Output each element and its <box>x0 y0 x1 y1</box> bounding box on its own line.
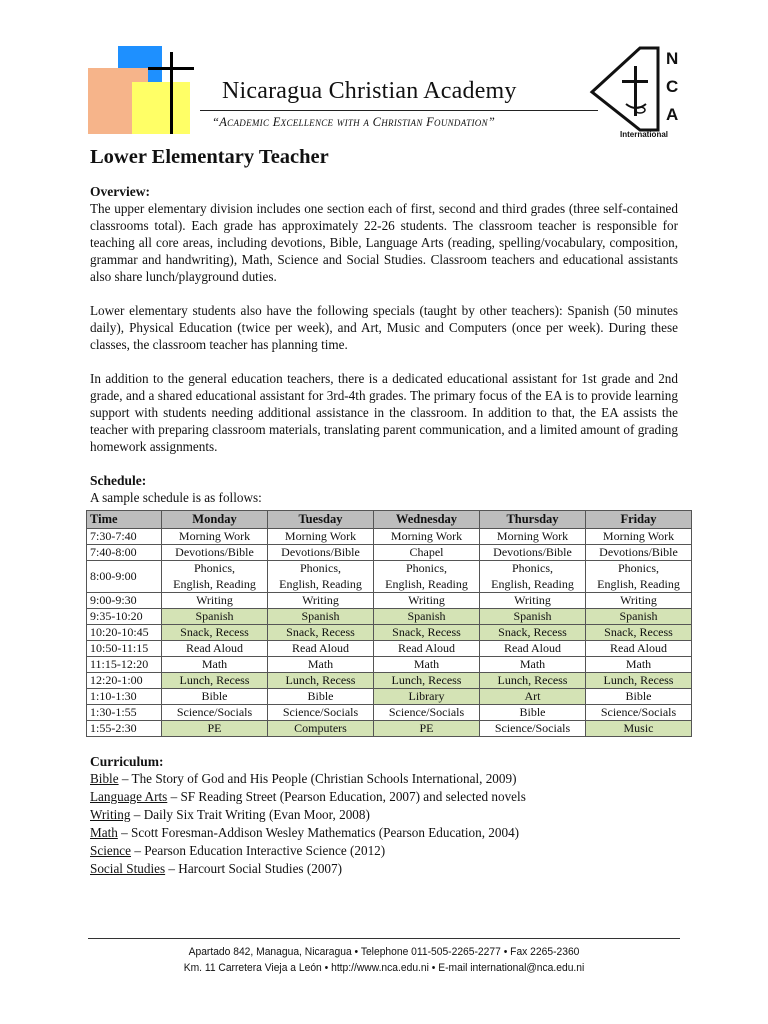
schedule-cell: Phonics, English, Reading <box>374 561 480 593</box>
table-row <box>87 529 692 545</box>
schedule-cell: Science/Socials <box>586 705 692 721</box>
time-cell: 12:20-1:00 <box>87 673 162 689</box>
time-cell: 11:15-12:20 <box>87 657 162 673</box>
schedule-cell: Phonics, English, Reading <box>586 561 692 593</box>
column-header: Time <box>87 511 162 529</box>
time-cell: 10:20-10:45 <box>87 625 162 641</box>
curriculum-subject: Language Arts <box>90 789 168 804</box>
schedule-cell: Lunch, Recess <box>480 673 586 689</box>
schedule-cell: Math <box>268 657 374 673</box>
schedule-table <box>86 510 692 737</box>
table-row <box>87 641 692 657</box>
schedule-cell: Writing <box>586 593 692 609</box>
logo-letter-n: N <box>666 49 679 68</box>
table-row <box>87 689 692 705</box>
schedule-cell: Music <box>586 721 692 737</box>
column-header: Thursday <box>480 511 586 529</box>
column-header: Tuesday <box>268 511 374 529</box>
schedule-cell: Spanish <box>480 609 586 625</box>
schedule-cell: Read Aloud <box>586 641 692 657</box>
schedule-cell: Writing <box>162 593 268 609</box>
curriculum-heading: Curriculum: <box>90 754 164 769</box>
curriculum-resource: – Daily Six Trait Writing (Evan Moor, 2008) <box>130 807 370 822</box>
curriculum-item <box>90 860 678 878</box>
schedule-cell: Lunch, Recess <box>268 673 374 689</box>
schedule-cell: Math <box>162 657 268 673</box>
school-name: Nicaragua Christian Academy <box>222 78 517 104</box>
curriculum-item <box>90 842 678 860</box>
schedule-cell: Morning Work <box>586 529 692 545</box>
schedule-cell: Bible <box>268 689 374 705</box>
footer-divider <box>88 938 680 939</box>
logo-letter-c: C <box>666 77 679 96</box>
time-cell: 1:30-1:55 <box>87 705 162 721</box>
schedule-cell: Morning Work <box>268 529 374 545</box>
school-motto: “Academic Excellence with a Christian Foundation” <box>212 115 496 129</box>
schedule-heading: Schedule: <box>90 473 147 488</box>
schedule-cell: Bible <box>586 689 692 705</box>
schedule-cell: Spanish <box>162 609 268 625</box>
logo-letter-a: A <box>666 105 679 124</box>
overview-heading: Overview: <box>90 184 150 199</box>
curriculum-item <box>90 824 678 842</box>
schedule-cell: Snack, Recess <box>586 625 692 641</box>
schedule-cell: Math <box>480 657 586 673</box>
schedule-cell: Phonics, English, Reading <box>268 561 374 593</box>
schedule-cell: Library <box>374 689 480 705</box>
page-title: Lower Elementary Teacher <box>90 146 329 168</box>
curriculum-resource: – SF Reading Street (Pearson Education, 2007) and selected novels <box>167 789 526 804</box>
table-row <box>87 721 692 737</box>
schedule-cell: Writing <box>268 593 374 609</box>
curriculum-subject: Bible <box>90 771 119 786</box>
overview-paragraph: Lower elementary students also have the following specials (taught by other teachers): Spanish (50 minutes daily), Physical Education (twice per week), and Art, Music and Computers (once per week). During these classes, the classroom teacher has planning time. <box>90 303 678 352</box>
schedule-cell: Math <box>586 657 692 673</box>
time-cell: 9:35-10:20 <box>87 609 162 625</box>
schedule-cell: Spanish <box>374 609 480 625</box>
schedule-cell: Lunch, Recess <box>374 673 480 689</box>
schedule-cell: Read Aloud <box>162 641 268 657</box>
schedule-cell: Science/Socials <box>480 721 586 737</box>
schedule-cell: Phonics, English, Reading <box>480 561 586 593</box>
curriculum-resource: – Scott Foresman-Addison Wesley Mathematics (Pearson Education, 2004) <box>117 825 520 840</box>
schedule-cell: Read Aloud <box>480 641 586 657</box>
curriculum-resource: – Harcourt Social Studies (2007) <box>165 861 343 876</box>
schedule-cell: Writing <box>480 593 586 609</box>
header-divider <box>200 110 598 111</box>
schedule-cell: PE <box>162 721 268 737</box>
schedule-cell: Spanish <box>586 609 692 625</box>
schedule-cell: Lunch, Recess <box>162 673 268 689</box>
schedule-cell: Read Aloud <box>268 641 374 657</box>
time-cell: 9:00-9:30 <box>87 593 162 609</box>
document-body <box>90 146 678 878</box>
curriculum-item <box>90 806 678 824</box>
time-cell: 8:00-9:00 <box>87 561 162 593</box>
schedule-cell: Art <box>480 689 586 705</box>
table-row <box>87 545 692 561</box>
schedule-header-row <box>87 511 692 529</box>
schedule-cell: Snack, Recess <box>162 625 268 641</box>
curriculum-item <box>90 770 678 788</box>
schedule-cell: Morning Work <box>162 529 268 545</box>
nca-emblem <box>586 44 686 144</box>
time-cell: 1:55-2:30 <box>87 721 162 737</box>
schedule-cell: Science/Socials <box>374 705 480 721</box>
schedule-cell: Snack, Recess <box>374 625 480 641</box>
schedule-cell: Read Aloud <box>374 641 480 657</box>
curriculum-subject: Math <box>90 825 118 840</box>
schedule-body <box>87 529 692 737</box>
logo-subtitle: International <box>620 130 669 139</box>
schedule-cell: Lunch, Recess <box>586 673 692 689</box>
table-row <box>87 705 692 721</box>
schedule-cell: Devotions/Bible <box>268 545 374 561</box>
curriculum-list <box>90 770 678 878</box>
curriculum-item <box>90 788 678 806</box>
time-cell: 10:50-11:15 <box>87 641 162 657</box>
schedule-cell: Morning Work <box>480 529 586 545</box>
schedule-cell: Bible <box>480 705 586 721</box>
curriculum-subject: Social Studies <box>90 861 166 876</box>
schedule-cell: Devotions/Bible <box>586 545 692 561</box>
curriculum-subject: Science <box>90 843 132 858</box>
footer <box>112 944 657 976</box>
school-logo-left <box>0 0 200 145</box>
schedule-cell: Computers <box>268 721 374 737</box>
table-row <box>87 657 692 673</box>
cross-logo-icon <box>0 0 200 145</box>
schedule-cell: Chapel <box>374 545 480 561</box>
schedule-intro: A sample schedule is as follows: <box>90 490 262 505</box>
curriculum-resource: – Pearson Education Interactive Science (2012) <box>131 843 386 858</box>
time-cell: 7:30-7:40 <box>87 529 162 545</box>
time-cell: 1:10-1:30 <box>87 689 162 705</box>
schedule-cell: Snack, Recess <box>268 625 374 641</box>
table-row <box>87 673 692 689</box>
column-header: Wednesday <box>374 511 480 529</box>
schedule-cell: Devotions/Bible <box>480 545 586 561</box>
schedule-cell: Bible <box>162 689 268 705</box>
schedule-cell: PE <box>374 721 480 737</box>
schedule-cell: Science/Socials <box>162 705 268 721</box>
table-row <box>87 561 692 593</box>
schedule-cell: Morning Work <box>374 529 480 545</box>
schedule-cell: Phonics, English, Reading <box>162 561 268 593</box>
column-header: Friday <box>586 511 692 529</box>
schedule-cell: Spanish <box>268 609 374 625</box>
footer-address: Apartado 842, Managua, Nicaragua • Telephone 011-505-2265-2277 • Fax 2265-2360 <box>188 946 580 958</box>
overview-paragraph: The upper elementary division includes one section each of first, second and third grades (three self-contained classrooms total). Each grade has approximately 22-26 students. The classroom teacher is responsible for teaching all core areas, including devotions, Bible, Language Arts (reading, spelling/vocabulary, composition, grammar and handwriting), Math, Science and Social Studies. Classroom teachers and educational assistants also share lunch/playground duties. <box>90 201 678 284</box>
curriculum-resource: – The Story of God and His People (Christian Schools International, 2009) <box>118 771 517 786</box>
overview-paragraph: In addition to the general education teachers, there is a dedicated educational assistant for 1st grade and 2nd grade, and a shared educational assistant for 3rd-4th grades. The primary focus of the EA is to provide learning support with students needing additional assistance in the classroom. In addition to that, the EA assists the teacher with preparing classroom materials, translating parent communication, and a limited amount of grading homework assignments. <box>90 371 678 454</box>
schedule-cell: Math <box>374 657 480 673</box>
table-row <box>87 609 692 625</box>
schedule-cell: Writing <box>374 593 480 609</box>
schedule-cell: Snack, Recess <box>480 625 586 641</box>
column-header: Monday <box>162 511 268 529</box>
curriculum-subject: Writing <box>90 807 131 822</box>
schedule-cell: Devotions/Bible <box>162 545 268 561</box>
curriculum-section <box>90 753 678 878</box>
table-row <box>87 625 692 641</box>
footer-contact: Km. 11 Carretera Vieja a León • http://www.nca.edu.ni • E-mail international@nca.edu.ni <box>183 962 585 974</box>
table-row <box>87 593 692 609</box>
time-cell: 7:40-8:00 <box>87 545 162 561</box>
schedule-cell: Science/Socials <box>268 705 374 721</box>
